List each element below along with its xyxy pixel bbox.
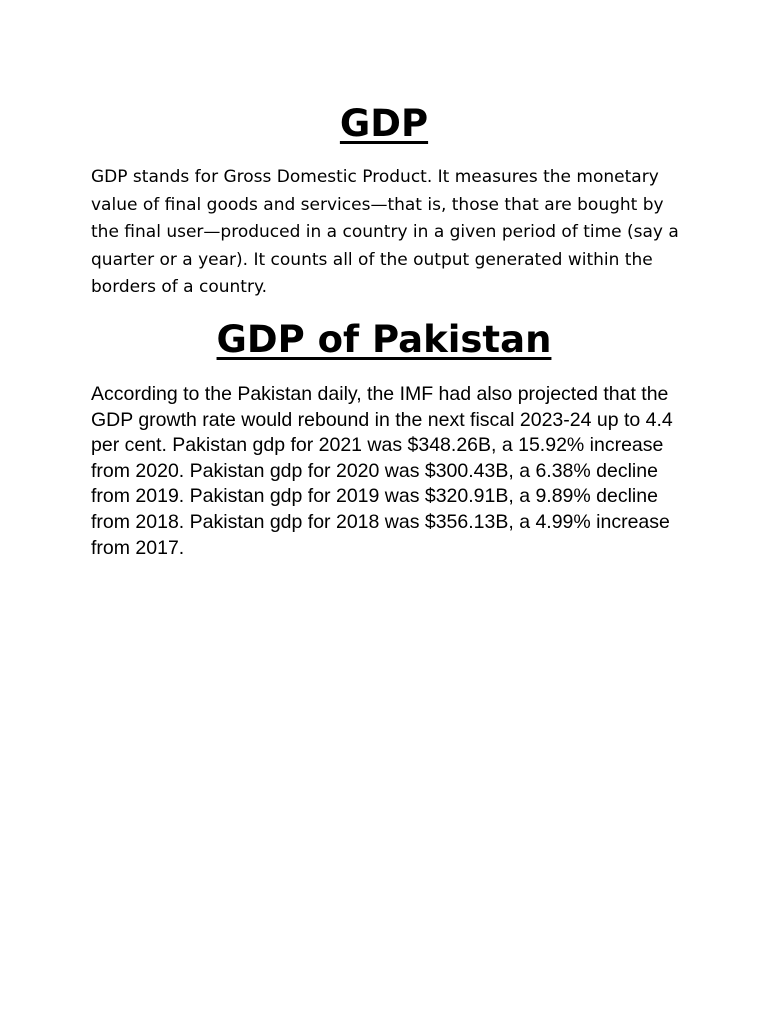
section-body-gdp: GDP stands for Gross Domestic Product. It measures the monetary value of final goods and services—that is, those that are bought by the final user—produced in a country in a given period of time (say a quarter or a year). It counts all of the output generated within the borders of a country. xyxy=(91,167,679,297)
section-heading-gdp: GDP xyxy=(339,102,429,145)
section-body-gdp-of-pakistan: According to the Pakistan daily, the IMF had also projected that the GDP growth rate would rebound in the next fiscal 2023-24 up to 4.4 per cent. Pakistan gdp for 2021 was $348.26B, a 15.92% increase from 2020. Pakistan gdp for 2020 was $300.43B, a 6.38% decline from 2019. Pakistan gdp for 2019 was $320.91B, a 9.89% decline from 2018. Pakistan gdp for 2018 was $356.13B, a 4.99% increase from 2017. xyxy=(91,383,673,559)
section-heading-gdp-of-pakistan: GDP of Pakistan xyxy=(216,318,552,361)
